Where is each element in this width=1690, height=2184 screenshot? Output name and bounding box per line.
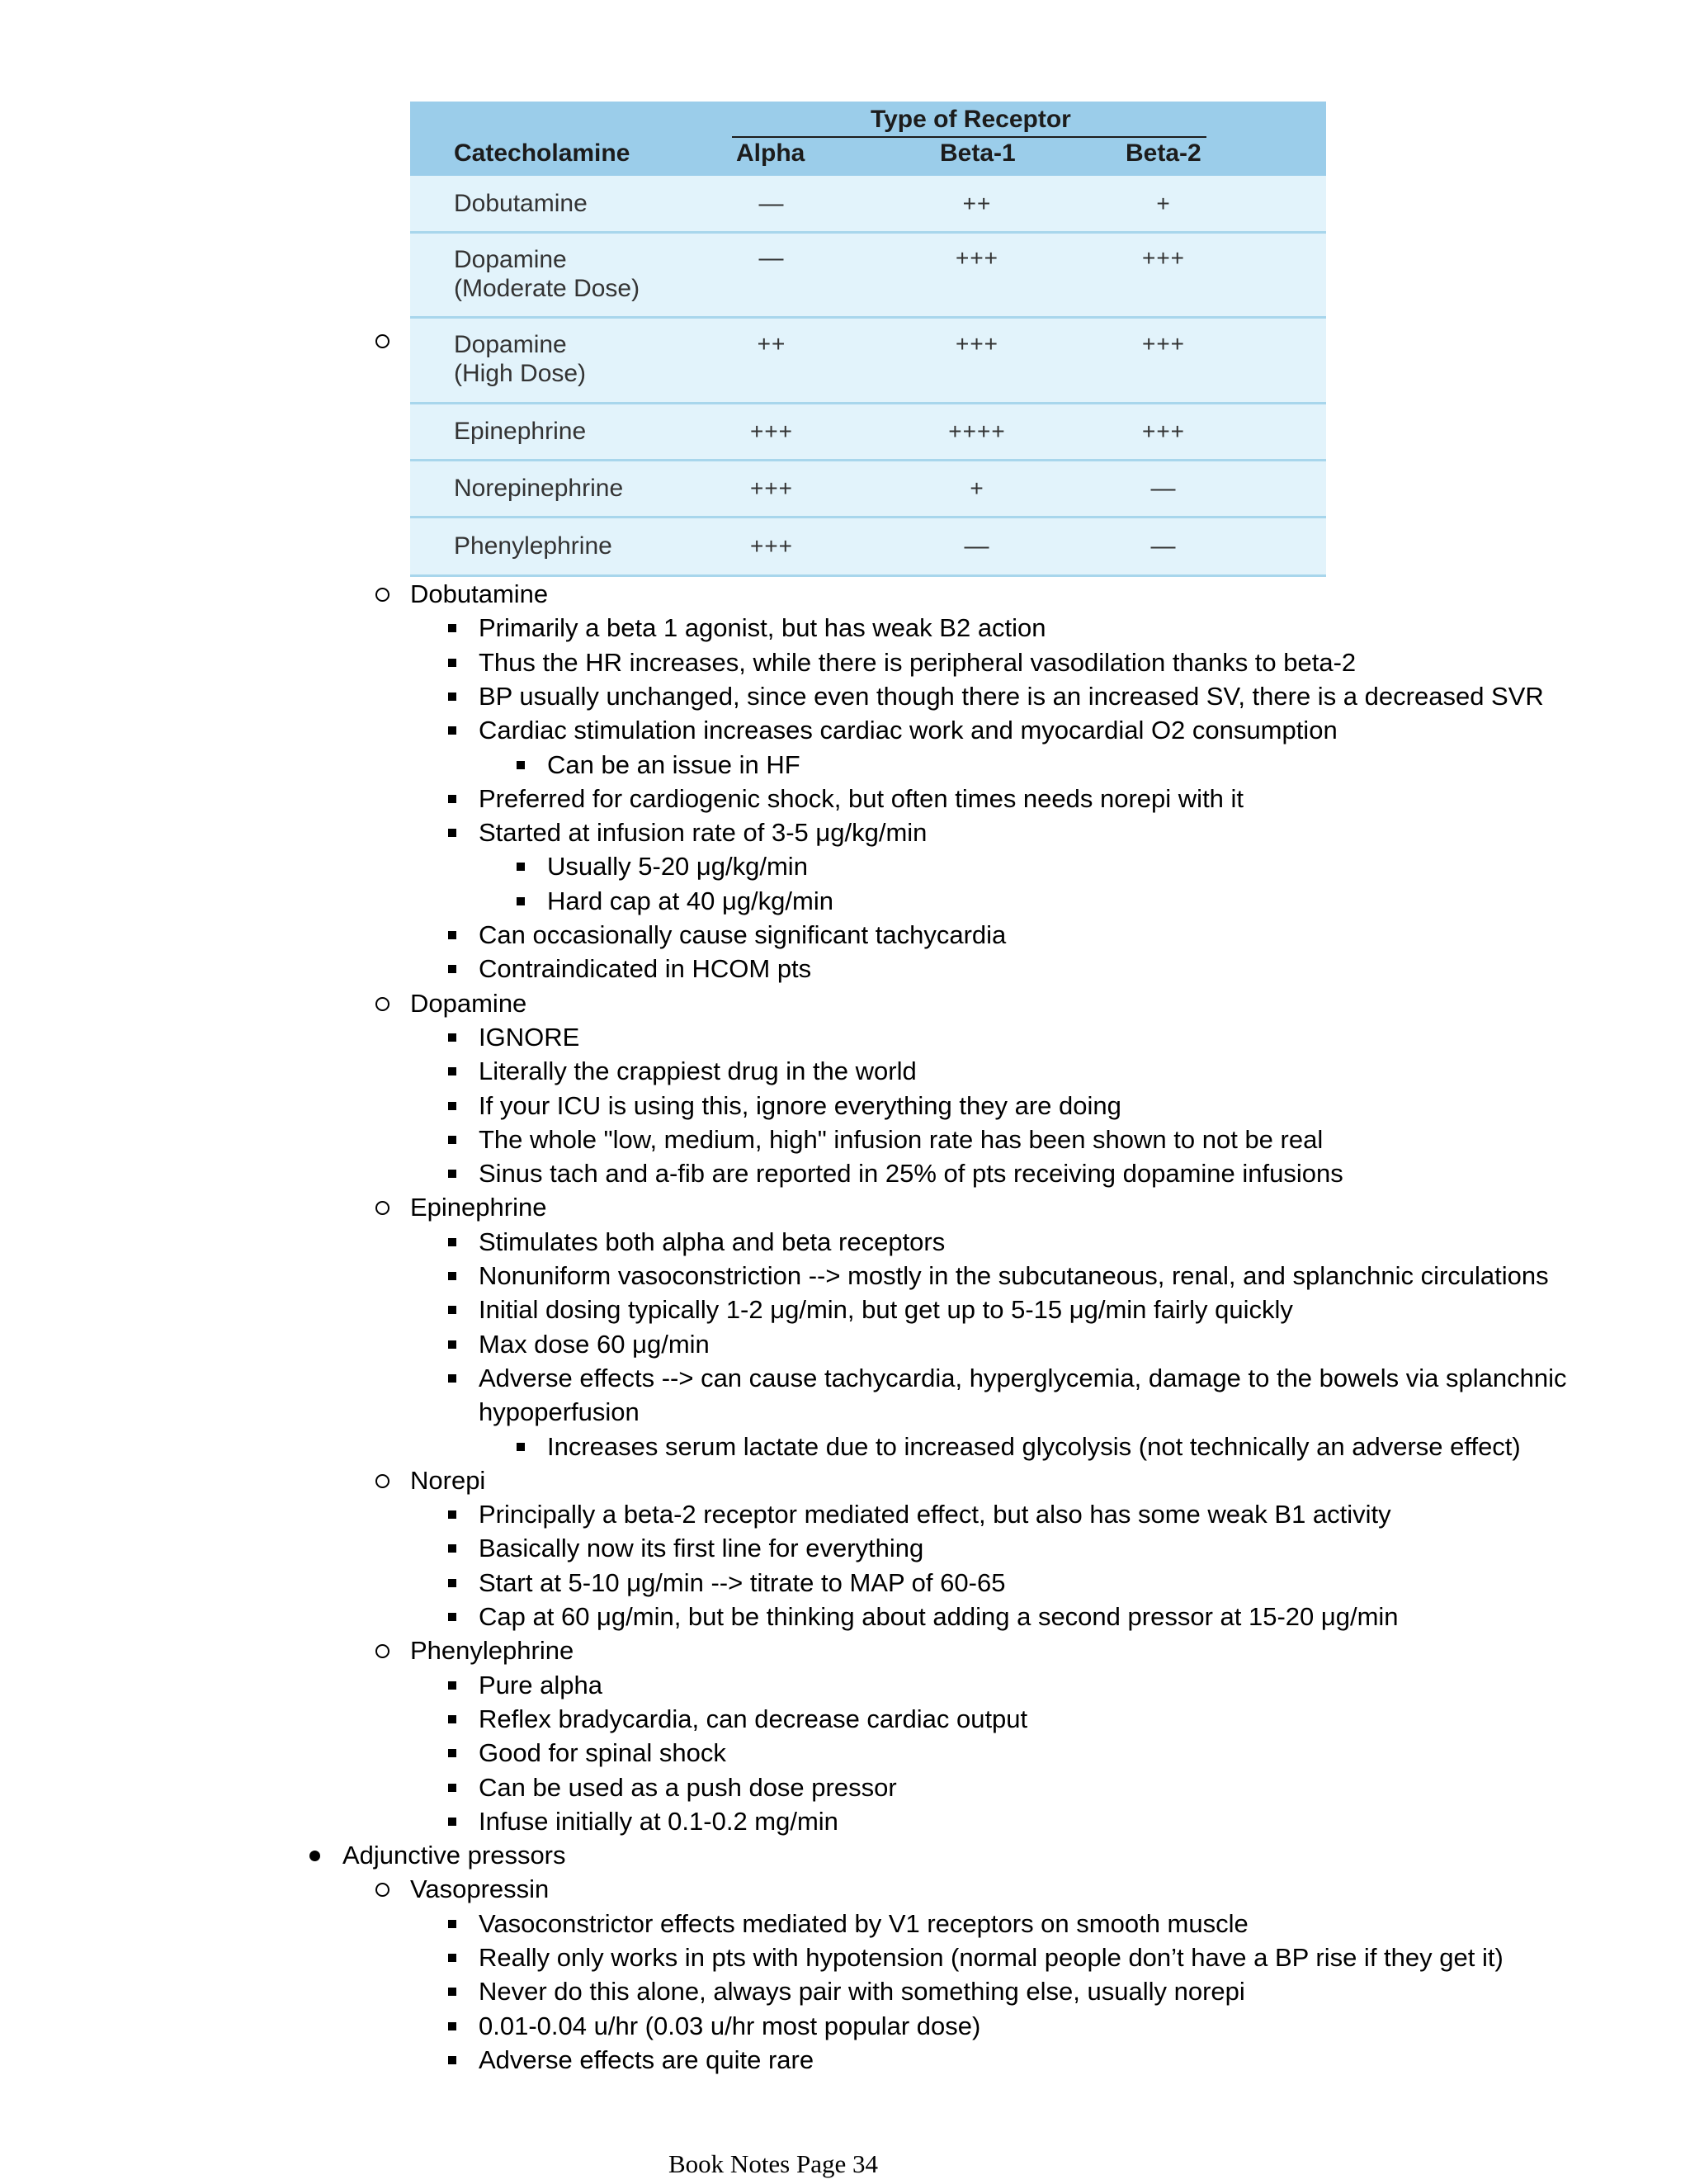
outline-item-level-3: Start at 5-10 μg/min --> titrate to MAP of 60-65	[479, 1567, 1006, 1597]
bullet-square	[448, 1306, 456, 1314]
row-name: Dopamine	[454, 331, 567, 358]
row-alpha: +++	[749, 533, 794, 559]
outline-item-level-3: Sinus tach and a-fib are reported in 25% of pts receiving dopamine infusions	[479, 1159, 1343, 1189]
bullet-square	[448, 1033, 456, 1042]
row-name-dose: (Moderate Dose)	[454, 275, 640, 302]
outline-item-level-3: Literally the crappiest drug in the world	[479, 1057, 917, 1086]
row-beta1: +++	[955, 331, 999, 357]
bullet-square	[448, 829, 456, 837]
bullet-square	[448, 1613, 456, 1621]
bullet-square	[448, 2022, 456, 2030]
outline-item-level-1: Adjunctive pressors	[342, 1841, 566, 1870]
header-beta2: Beta-2	[1126, 139, 1201, 167]
table-row	[410, 176, 1326, 234]
bullet-square	[517, 1443, 525, 1451]
outline-item-level-4: Can be an issue in HF	[547, 749, 800, 779]
outline-item-level-3: Adverse effects --> can cause tachycardia, hyperglycemia, damage to the bowels via splanchnic	[479, 1363, 1567, 1392]
outline-item-level-4: Hard cap at 40 μg/kg/min	[547, 886, 833, 915]
bullet-square	[448, 726, 456, 735]
bullet-square	[448, 1715, 456, 1723]
outline-item-level-3: Basically now its first line for everything	[479, 1534, 924, 1563]
outline-item-level-3: Stimulates both alpha and beta receptors	[479, 1227, 946, 1256]
row-name: Dobutamine	[454, 190, 588, 217]
bullet-square	[448, 1272, 456, 1280]
outline-item-level-3: Never do this alone, always pair with something else, usually norepi	[479, 1977, 1245, 2007]
bullet-square	[517, 897, 525, 905]
bullet-square	[448, 1510, 456, 1519]
bullet-square	[448, 1136, 456, 1144]
outline-item-level-3: Principally a beta-2 receptor mediated effect, but also has some weak B1 activity	[479, 1500, 1391, 1529]
outline-item-level-3: Primarily a beta 1 agonist, but has weak B2 action	[479, 613, 1046, 643]
row-name: Epinephrine	[454, 418, 587, 445]
row-name-dose: (High Dose)	[454, 360, 587, 387]
row-beta1: +++	[955, 245, 999, 271]
outline-item-level-3: Cap at 60 μg/min, but be thinking about adding a second pressor at 15-20 μg/min	[479, 1602, 1399, 1631]
outline-item-level-3: Started at infusion rate of 3-5 μg/kg/min	[479, 818, 928, 848]
bullet-circle	[375, 997, 389, 1011]
header-beta1: Beta-1	[940, 139, 1016, 167]
row-beta2: +++	[1141, 245, 1186, 271]
outline-item-level-3: BP usually unchanged, since even though there is an increased SV, there is a decreased SVR	[479, 681, 1544, 711]
outline-item-level-3: Really only works in pts with hypotension (normal people don’t have a BP rise if they get it)	[479, 1943, 1504, 1972]
table-row	[410, 319, 1326, 404]
table-header	[410, 102, 1326, 176]
row-name: Phenylephrine	[454, 532, 612, 560]
bullet-square	[448, 1170, 456, 1178]
outline-item-level-4: Increases serum lactate due to increased glycolysis (not technically an adverse effect)	[547, 1431, 1521, 1461]
outline-item-level-2: Epinephrine	[410, 1193, 547, 1222]
bullet-square	[517, 761, 525, 769]
row-name: Dopamine	[454, 246, 567, 273]
outline-item-level-3: 0.01-0.04 u/hr (0.03 u/hr most popular dose)	[479, 2011, 981, 2040]
table-row	[410, 404, 1326, 461]
bullet-circle	[375, 588, 389, 602]
bullet-square	[448, 693, 456, 701]
outline-item-level-2: Dopamine	[410, 988, 527, 1018]
row-alpha: +++	[749, 475, 794, 501]
bullet-square	[448, 1920, 456, 1928]
bullet-circle	[375, 1201, 389, 1215]
bullet-square	[448, 795, 456, 803]
bullet-square	[448, 624, 456, 632]
row-beta1: +	[970, 475, 984, 501]
row-beta1: —	[964, 532, 990, 560]
bullet-square	[448, 2056, 456, 2064]
header-underline	[732, 136, 1206, 138]
bullet-square	[448, 659, 456, 667]
outline-item-level-3: Good for spinal shock	[479, 1738, 726, 1768]
bullet-square	[448, 1954, 456, 1962]
bullet-square	[448, 1988, 456, 1996]
row-alpha: —	[758, 244, 785, 272]
row-name: Norepinephrine	[454, 475, 624, 502]
row-beta2: +++	[1141, 418, 1186, 444]
bullet-circle	[375, 1644, 389, 1658]
bullet-square	[448, 1102, 456, 1110]
outline-item-level-3: Reflex bradycardia, can decrease cardiac output	[479, 1704, 1028, 1733]
outline-item-level-3: Adverse effects are quite rare	[479, 2045, 814, 2074]
outline-item-level-3: The whole "low, medium, high" infusion rate has been shown to not be real	[479, 1124, 1324, 1154]
outline-item-level-3: Cardiac stimulation increases cardiac work and myocardial O2 consumption	[479, 716, 1338, 745]
bullet-square	[448, 1784, 456, 1792]
page-footer: Book Notes Page 34	[668, 2149, 879, 2178]
outline-item-level-4: Usually 5-20 μg/kg/min	[547, 852, 808, 882]
bullet-square	[448, 1067, 456, 1075]
outline-item-level-3: Nonuniform vasoconstriction --> mostly in the subcutaneous, renal, and splanchnic circulations	[479, 1261, 1549, 1290]
outline-item-level-3: Contraindicated in HCOM pts	[479, 954, 812, 984]
bullet-square	[448, 1340, 456, 1349]
bullet-square	[448, 1238, 456, 1246]
bullet-square	[448, 1681, 456, 1690]
outline-item-level-0: hypoperfusion	[479, 1397, 640, 1427]
table-row	[410, 518, 1326, 577]
row-beta2: +++	[1141, 331, 1186, 357]
outline-item-level-3: Initial dosing typically 1-2 μg/min, but get up to 5-15 μg/min fairly quickly	[479, 1295, 1293, 1325]
outline-item-level-3: Pure alpha	[479, 1670, 602, 1699]
outline-item-level-2: Phenylephrine	[410, 1636, 574, 1666]
row-beta2: —	[1150, 532, 1177, 560]
row-alpha: +++	[749, 418, 794, 444]
outline-item-level-2: Norepi	[410, 1465, 486, 1495]
bullet-square	[448, 1374, 456, 1383]
receptor-table	[410, 102, 1326, 577]
bullet-square	[448, 1818, 456, 1826]
bullet-circle	[375, 1474, 389, 1488]
outline-item-level-3: Can occasionally cause significant tachycardia	[479, 920, 1007, 949]
bullet-square	[517, 863, 525, 871]
outline-item-level-3: Can be used as a push dose pressor	[479, 1772, 897, 1802]
header-type-of-receptor: Type of Receptor	[871, 106, 1071, 133]
table-bullet-circle	[375, 334, 389, 348]
row-alpha: ++	[757, 331, 786, 357]
header-alpha: Alpha	[736, 139, 805, 167]
outline-item-level-3: Preferred for cardiogenic shock, but often times needs norepi with it	[479, 783, 1244, 813]
bullet-square	[448, 1749, 456, 1757]
row-beta1: ++++	[948, 418, 1006, 444]
bullet-dot	[309, 1851, 320, 1861]
outline-item-level-3: IGNORE	[479, 1022, 580, 1052]
outline-item-level-3: If your ICU is using this, ignore everything they are doing	[479, 1090, 1121, 1120]
bullet-circle	[375, 1883, 389, 1897]
row-beta1: ++	[962, 191, 992, 216]
bullet-square	[448, 965, 456, 973]
row-beta2: —	[1150, 475, 1177, 502]
header-catecholamine: Catecholamine	[454, 139, 630, 167]
outline-item-level-2: Vasopressin	[410, 1874, 550, 1904]
row-beta2: +	[1156, 191, 1171, 216]
bullet-square	[448, 1544, 456, 1553]
bullet-square	[448, 1579, 456, 1587]
table-row	[410, 461, 1326, 518]
outline-item-level-3: Thus the HR increases, while there is peripheral vasodilation thanks to beta-2	[479, 647, 1357, 677]
outline-item-level-3: Max dose 60 μg/min	[479, 1329, 710, 1359]
outline-item-level-3: Vasoconstrictor effects mediated by V1 receptors on smooth muscle	[479, 1908, 1249, 1938]
outline-item-level-3: Infuse initially at 0.1-0.2 mg/min	[479, 1806, 838, 1836]
row-alpha: —	[758, 190, 785, 217]
bullet-square	[448, 931, 456, 939]
outline-item-level-2: Dobutamine	[410, 579, 549, 608]
table-row	[410, 234, 1326, 319]
